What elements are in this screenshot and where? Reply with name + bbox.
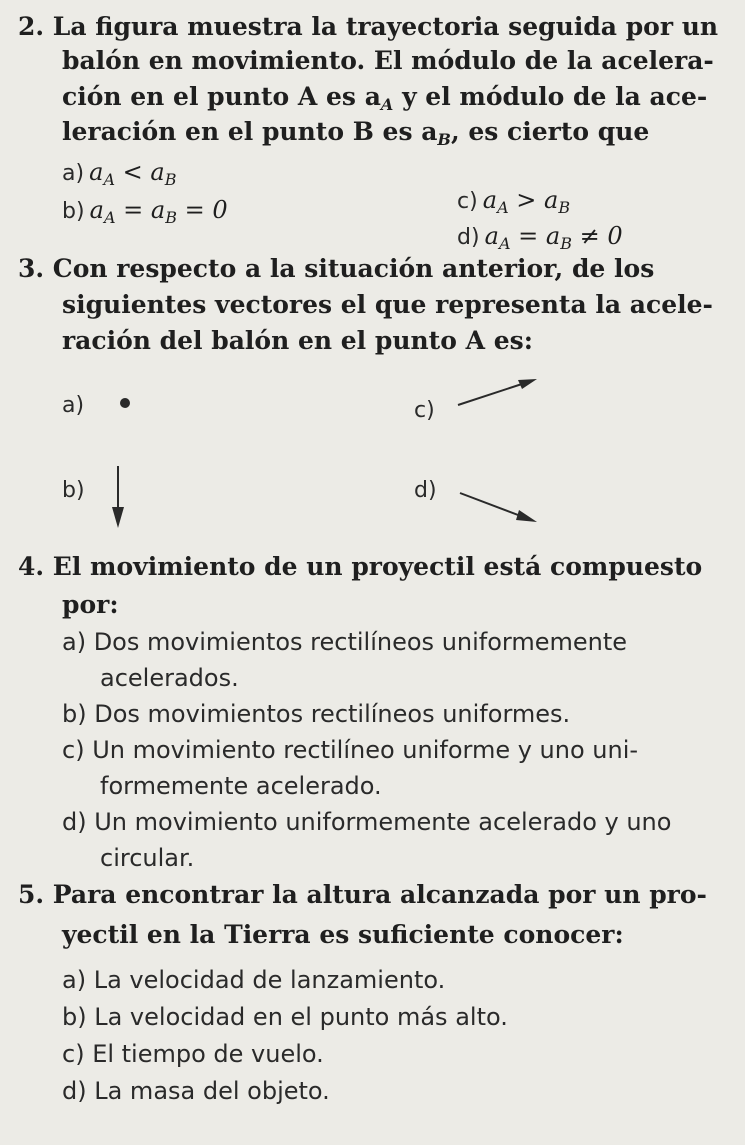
q2-line-3-tail: y el módulo de la ace- xyxy=(402,82,708,111)
q2-option-d-label: d) xyxy=(457,225,480,250)
q4-option-a-cont: acelerados. xyxy=(100,664,239,692)
q5-line-1: 5. Para encontrar la altura alcanzada por un pro- xyxy=(18,880,707,909)
q2-option-b-label: b) xyxy=(62,199,85,224)
q2-option-c-op: > a xyxy=(508,186,559,214)
q2-option-a-expr: a xyxy=(89,158,104,186)
arrow-down-right-icon xyxy=(460,493,537,522)
q5-option-b: b) La velocidad en el punto más alto. xyxy=(62,1003,508,1031)
q2-sub-a: A xyxy=(380,95,394,114)
q3-option-b-label: b) xyxy=(62,478,85,503)
q2-option-a-sub1: A xyxy=(103,170,116,189)
q2-option-c-expr: a xyxy=(482,186,498,214)
q2-option-a-label: a) xyxy=(62,161,85,186)
q2-option-b-sub1: A xyxy=(103,208,116,227)
q2-line-4-text: leración en el punto B es a xyxy=(62,117,438,146)
q4-line-1: 4. El movimiento de un proyectil está compuesto xyxy=(18,552,703,581)
q5-option-a: a) La velocidad de lanzamiento. xyxy=(62,966,446,994)
arrow-up-right-icon xyxy=(458,379,537,405)
q3-line-2: siguientes vectores el que representa la acele- xyxy=(62,290,713,319)
q3-line-1: 3. Con respecto a la situación anterior, de los xyxy=(18,254,655,283)
q2-option-d-expr: a xyxy=(484,222,499,250)
q4-line-2: por: xyxy=(62,590,119,619)
q5-line-2: yectil en la Tierra es suficiente conocer: xyxy=(62,920,624,949)
q2-sub-b: B xyxy=(437,130,451,149)
dot-vector-icon xyxy=(120,398,130,408)
q2-option-d-tail: ≠ 0 xyxy=(571,222,623,250)
q2-option-a-op: < a xyxy=(115,158,165,186)
q3-line-3: ración del balón en el punto A es: xyxy=(62,326,533,355)
q2-option-b-tail: = 0 xyxy=(176,196,228,224)
q2-option-d-op: = a xyxy=(510,222,561,250)
q2-option-b-expr: a xyxy=(89,196,104,224)
q2-line-2: balón en movimiento. El módulo de la acelera- xyxy=(62,46,714,75)
q2-line-1: 2. La figura muestra la trayectoria seguida por un xyxy=(18,12,719,41)
q2-option-d-sub1: A xyxy=(498,234,511,253)
q3-option-a-label: a) xyxy=(62,393,85,418)
q2-option-b-op: = a xyxy=(115,196,166,224)
vector-figures xyxy=(0,0,745,560)
q2-option-b-sub2: B xyxy=(165,208,177,227)
q2-option-c-sub1: A xyxy=(497,198,509,217)
q3-option-d-label: d) xyxy=(414,478,437,503)
q4-option-c: c) Un movimiento rectilíneo uniforme y uno uni- xyxy=(62,736,639,764)
q2-line-4-tail: , es cierto que xyxy=(450,117,650,146)
arrow-down-icon xyxy=(112,466,124,528)
q5-option-c: c) El tiempo de vuelo. xyxy=(62,1040,324,1068)
q2-option-a-sub2: B xyxy=(164,170,177,189)
q2-line-3-text: ción en el punto A es a xyxy=(62,82,381,111)
q4-option-d-cont: circular. xyxy=(100,844,195,872)
q2-option-d-sub2: B xyxy=(560,234,572,253)
q2-option-c-sub2: B xyxy=(558,198,571,217)
q4-option-c-cont: formemente acelerado. xyxy=(100,772,382,800)
q4-option-a: a) Dos movimientos rectilíneos uniformemente xyxy=(62,628,628,656)
q2-option-c-label: c) xyxy=(457,189,478,214)
q5-option-d: d) La masa del objeto. xyxy=(62,1077,330,1105)
q4-option-d: d) Un movimiento uniformemente acelerado y uno xyxy=(62,808,672,836)
q3-option-c-label: c) xyxy=(414,398,435,423)
q4-option-b: b) Dos movimientos rectilíneos uniformes. xyxy=(62,700,571,728)
